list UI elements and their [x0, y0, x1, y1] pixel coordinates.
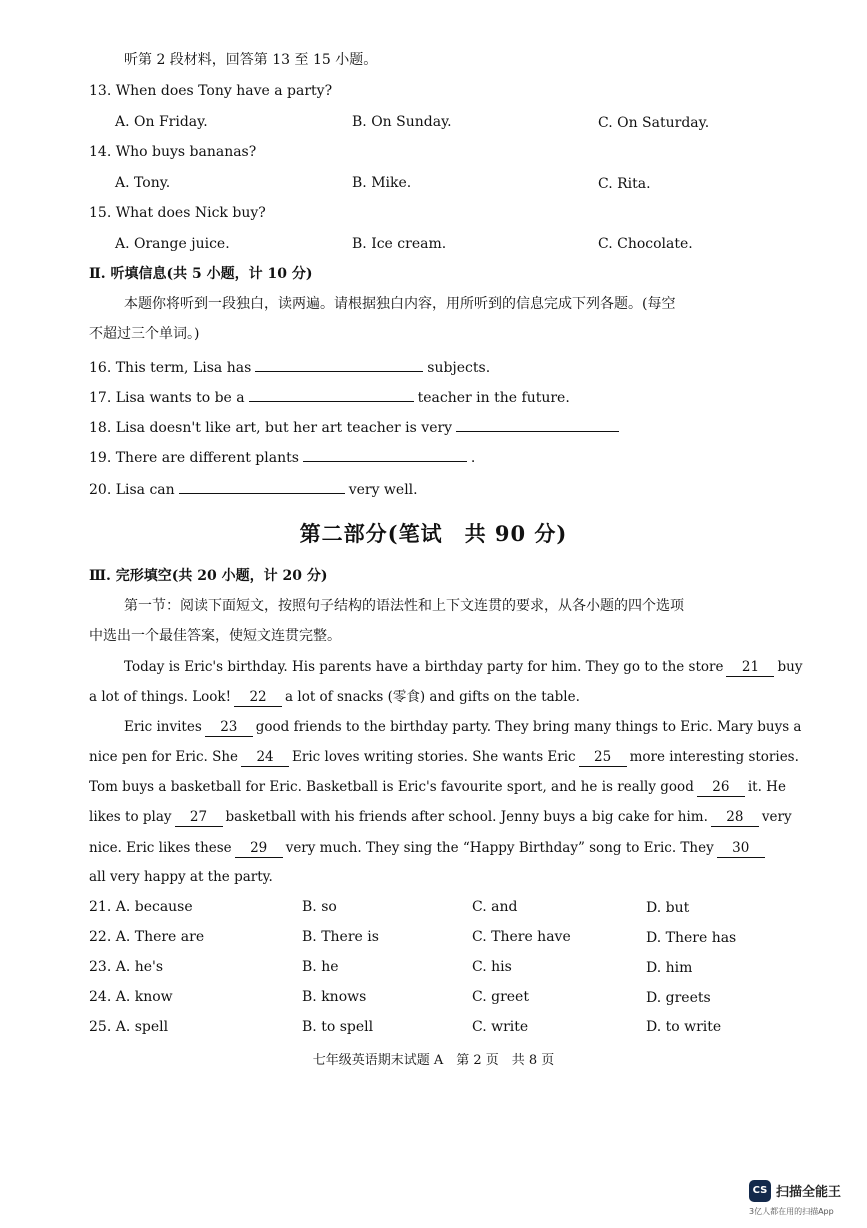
option-23c: C. his: [472, 959, 512, 975]
option-23b: B. he: [302, 959, 339, 975]
option-21a: 21. A. because: [89, 899, 193, 915]
option-13b: B. On Sunday.: [352, 114, 452, 130]
passage-line: Today is Eric's birthday. His parents have a birthday party for him. They go to the store 21 buy: [124, 659, 803, 675]
question-17: 17. Lisa wants to be a teacher in the future.: [89, 385, 570, 408]
option-24d: D. greets: [646, 990, 711, 1006]
section-title: 第二部分(笔试 共 90 分): [299, 521, 568, 546]
cloze-blank-28[interactable]: 28: [711, 808, 759, 827]
cloze-blank-25[interactable]: 25: [579, 748, 627, 767]
option-14b: B. Mike.: [352, 175, 412, 191]
option-23a: 23. A. he's: [89, 959, 164, 975]
watermark-app-name: 扫描全能王: [776, 1185, 842, 1200]
passage-line: nice. Eric likes these 29 very much. They sing the “Happy Birthday” song to Eric. They 30: [89, 838, 768, 858]
option-23d: D. him: [646, 960, 693, 976]
cloze-blank-29[interactable]: 29: [235, 839, 283, 858]
question-14: 14. Who buys bananas?: [89, 144, 257, 160]
cloze-blank-22[interactable]: 22: [234, 688, 282, 707]
option-21d: D. but: [646, 900, 690, 916]
option-24a: 24. A. know: [89, 989, 173, 1005]
answer-blank-19[interactable]: [303, 445, 467, 462]
option-14c: C. Rita.: [598, 176, 651, 192]
part2-instructions-cont: 不超过三个单词。): [89, 326, 200, 342]
passage-line: nice pen for Eric. She 24 Eric loves writing stories. She wants Eric 25 more interesting stories.: [89, 749, 799, 765]
question-16: 16. This term, Lisa has subjects.: [89, 355, 490, 378]
cloze-blank-26[interactable]: 26: [697, 778, 745, 797]
option-25a: 25. A. spell: [89, 1019, 169, 1035]
passage-line: a lot of things. Look! 22 a lot of snacks (零食) and gifts on the table.: [89, 689, 580, 705]
cloze-blank-23[interactable]: 23: [205, 718, 253, 737]
answer-blank-17[interactable]: [249, 385, 414, 402]
cloze-blank-24[interactable]: 24: [241, 748, 289, 767]
cloze-blank-27[interactable]: 27: [175, 808, 223, 827]
option-21b: B. so: [302, 899, 337, 915]
option-21c: C. and: [472, 899, 518, 915]
option-14a: A. Tony.: [115, 175, 171, 191]
camscanner-logo-icon: CS: [749, 1180, 771, 1202]
part3-instructions-cont: 中选出一个最佳答案，使短文连贯完整。: [89, 628, 341, 644]
option-24b: B. knows: [302, 989, 367, 1005]
option-15a: A. Orange juice.: [115, 236, 230, 252]
option-25b: B. to spell: [302, 1019, 374, 1035]
option-13a: A. On Friday.: [115, 114, 208, 130]
answer-blank-16[interactable]: [255, 355, 423, 372]
option-13c: C. On Saturday.: [598, 115, 710, 131]
part3-heading: Ⅲ. 完形填空(共 20 小题，计 20 分): [89, 568, 328, 584]
option-22d: D. There has: [646, 930, 737, 946]
passage-line: Tom buys a basketball for Eric. Basketball is Eric's favourite sport, and he is really good 26 it. He: [89, 779, 786, 795]
passage-line: likes to play 27 basketball with his friends after school. Jenny buys a big cake for him. 28 very: [89, 809, 792, 825]
scanner-watermark: [749, 1178, 859, 1222]
option-22b: B. There is: [302, 929, 379, 945]
question-18: 18. Lisa doesn't like art, but her art teacher is very: [89, 415, 623, 438]
passage-line: Eric invites 23 good friends to the birthday party. They bring many things to Eric. Mary buys a: [124, 719, 802, 735]
answer-blank-18[interactable]: [456, 415, 619, 432]
watermark-tagline: 3亿人都在用的扫描App: [749, 1207, 834, 1216]
option-25d: D. to write: [646, 1019, 722, 1035]
cloze-blank-30[interactable]: 30: [717, 839, 765, 858]
section-intro: 听第 2 段材料，回答第 13 至 15 小题。: [124, 52, 378, 68]
cloze-blank-21[interactable]: 21: [726, 658, 774, 677]
option-15b: B. Ice cream.: [352, 236, 447, 252]
page-footer: 七年级英语期末试题 A 第 2 页 共 8 页: [312, 1053, 555, 1068]
option-22c: C. There have: [472, 929, 571, 945]
question-19: 19. There are different plants .: [89, 445, 475, 468]
option-25c: C. write: [472, 1019, 529, 1035]
passage-line: all very happy at the party.: [89, 869, 273, 885]
question-20: 20. Lisa can very well.: [89, 477, 418, 500]
option-15c: C. Chocolate.: [598, 236, 693, 252]
option-22a: 22. A. There are: [89, 929, 205, 945]
part3-instructions: 第一节：阅读下面短文，按照句子结构的语法性和上下文连贯的要求，从各小题的四个选项: [124, 598, 684, 614]
question-13: 13. When does Tony have a party?: [89, 83, 333, 99]
answer-blank-20[interactable]: [179, 477, 345, 494]
part2-instructions: 本题你将听到一段独白，读两遍。请根据独白内容，用所听到的信息完成下列各题。(每空: [124, 296, 676, 312]
question-15: 15. What does Nick buy?: [89, 205, 266, 221]
part2-heading: Ⅱ. 听填信息(共 5 小题，计 10 分): [89, 266, 313, 282]
option-24c: C. greet: [472, 989, 529, 1005]
